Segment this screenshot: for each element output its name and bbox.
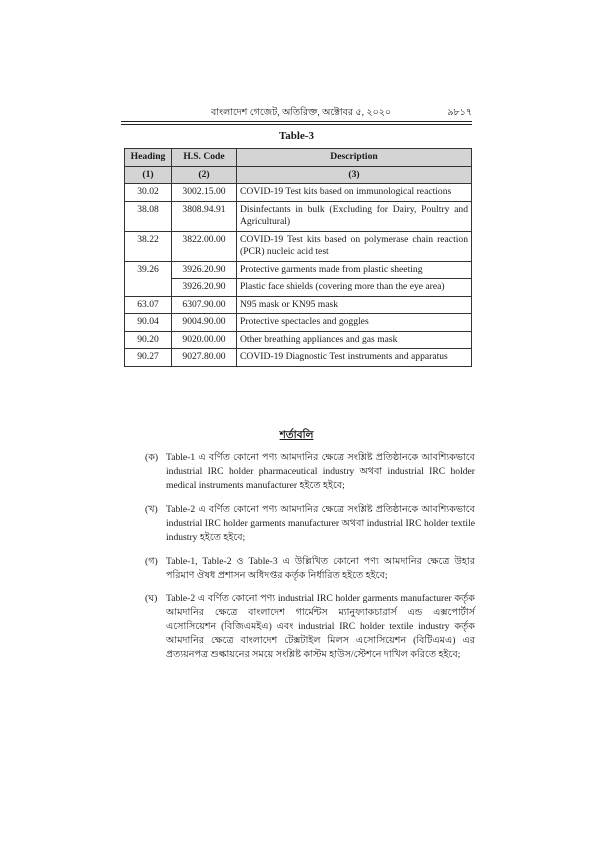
table-row (125, 184, 472, 202)
description-cell: Protective garments made from plastic sheeting (237, 261, 472, 279)
table-row (125, 231, 472, 261)
column-header-hs-code: H.S. Code (172, 149, 237, 167)
condition-item (145, 555, 475, 583)
condition-text: Table-1, Table-2 ও Table-3 এ উল্লিখিত কোনো পণ্য আমদানির ক্ষেত্রে উহার পরিমাণ ঔষধ প্রশাসন অধিদপ্তর কর্তৃক নির্ধারিত হইতে হইবে; (166, 556, 475, 581)
header-rule-thin (121, 124, 472, 125)
description-cell: Other breathing appliances and gas mask (237, 331, 472, 349)
table-row (125, 296, 472, 314)
table-row (125, 261, 472, 279)
hs-code-table (124, 148, 472, 367)
description-cell: Plastic face shields (covering more than the eye area) (237, 279, 472, 297)
condition-marker: (ক) (145, 452, 159, 463)
hs-code-cell: 3808.94.91 (172, 201, 237, 231)
heading-cell: 63.07 (125, 296, 172, 314)
heading-cell: 39.26 (125, 261, 172, 296)
description-cell: Protective spectacles and goggles (237, 314, 472, 332)
condition-marker: (ঘ) (145, 593, 158, 604)
table-numbering-row (125, 166, 472, 184)
column-header-description: Description (237, 149, 472, 167)
table-row (125, 279, 472, 297)
condition-item (145, 503, 475, 545)
table-row (125, 331, 472, 349)
hs-code-cell: 3926.20.90 (172, 261, 237, 279)
table-title: Table-3 (278, 130, 315, 142)
page-header (121, 106, 472, 122)
hs-code-cell: 3822.00.00 (172, 231, 237, 261)
condition-text: Table-2 এ বর্ণিত কোনো পণ্য industrial IRC holder garments manufacturer কর্তৃক আমদানির ক্ষেত্রে বাংলাদেশ গার্মেন্টস ম্যানুফ্যাকচারার্স এন্ড এক্সপোর্টার্স এসোসিয়েশন (বিজিএমইএ) এবং industrial IRC holder textile industry কর্তৃক আমদানির ক্ষেত্রে বাংলাদেশ টেক্সটাইল মিলস এসোসিয়েশন (বিটিএমএ) এর প্রত্যয়নপত্র শুল্কায়নের সময়ে সংশ্লিষ্ট কাস্টম হাউস/স্টেশনে দাখিল করিতে হইবে; (166, 593, 475, 660)
heading-cell: 30.02 (125, 184, 172, 202)
table-row (125, 314, 472, 332)
hs-code-cell: 9020.00.00 (172, 331, 237, 349)
column-number-1: (1) (125, 166, 172, 184)
hs-code-cell: 3926.20.90 (172, 279, 237, 297)
hs-code-cell: 9027.80.00 (172, 349, 237, 367)
condition-marker: (গ) (145, 556, 158, 567)
description-cell: COVID-19 Test kits based on immunological reactions (237, 184, 472, 202)
column-number-2: (2) (172, 166, 237, 184)
condition-marker: (খ) (145, 504, 158, 515)
column-number-3: (3) (237, 166, 472, 184)
heading-cell: 90.27 (125, 349, 172, 367)
terms-heading (121, 428, 472, 445)
table-row (125, 201, 472, 231)
column-header-heading: Heading (125, 149, 172, 167)
header-rule (121, 121, 472, 122)
heading-cell: 38.08 (125, 201, 172, 231)
heading-cell: 90.04 (125, 314, 172, 332)
terms-heading-text: শর্তাবলি (279, 430, 314, 441)
description-cell: COVID-19 Diagnostic Test instruments and apparatus (237, 349, 472, 367)
description-cell: COVID-19 Test kits based on polymerase chain reaction (PCR) nucleic acid test (237, 231, 472, 261)
description-cell: N95 mask or KN95 mask (237, 296, 472, 314)
heading-cell: 90.20 (125, 331, 172, 349)
page-number: ৯৮১৭ (447, 108, 472, 118)
hs-code-cell: 9004.90.00 (172, 314, 237, 332)
condition-text: Table-1 এ বর্ণিত কোনো পণ্য আমদানির ক্ষেত্রে সংশ্লিষ্ট প্রতিষ্ঠানকে আবশ্যিকভাবে industrial IRC holder pharmaceutical industry অথবা industrial IRC holder medical instruments manufacturer হইতে হইবে; (166, 452, 475, 491)
hs-code-cell: 6307.90.00 (172, 296, 237, 314)
condition-text: Table-2 এ বর্ণিত কোনো পণ্য আমদানির ক্ষেত্রে সংশ্লিষ্ট প্রতিষ্ঠানকে আবশ্যিকভাবে industrial IRC holder garments manufacturer অথবা industrial IRC holder textile industry হইতে হইবে; (166, 504, 475, 543)
table-row (125, 349, 472, 367)
condition-item (145, 451, 475, 493)
gazette-title: বাংলাদেশ গেজেট, অতিরিক্ত, অক্টোবর ৫, ২০২০ (211, 108, 392, 118)
heading-cell: 38.22 (125, 231, 172, 261)
hs-code-cell: 3002.15.00 (172, 184, 237, 202)
description-cell: Disinfectants in bulk (Excluding for Dairy, Poultry and Agricultural) (237, 201, 472, 231)
condition-item (145, 592, 475, 662)
table-header-row (125, 149, 472, 167)
